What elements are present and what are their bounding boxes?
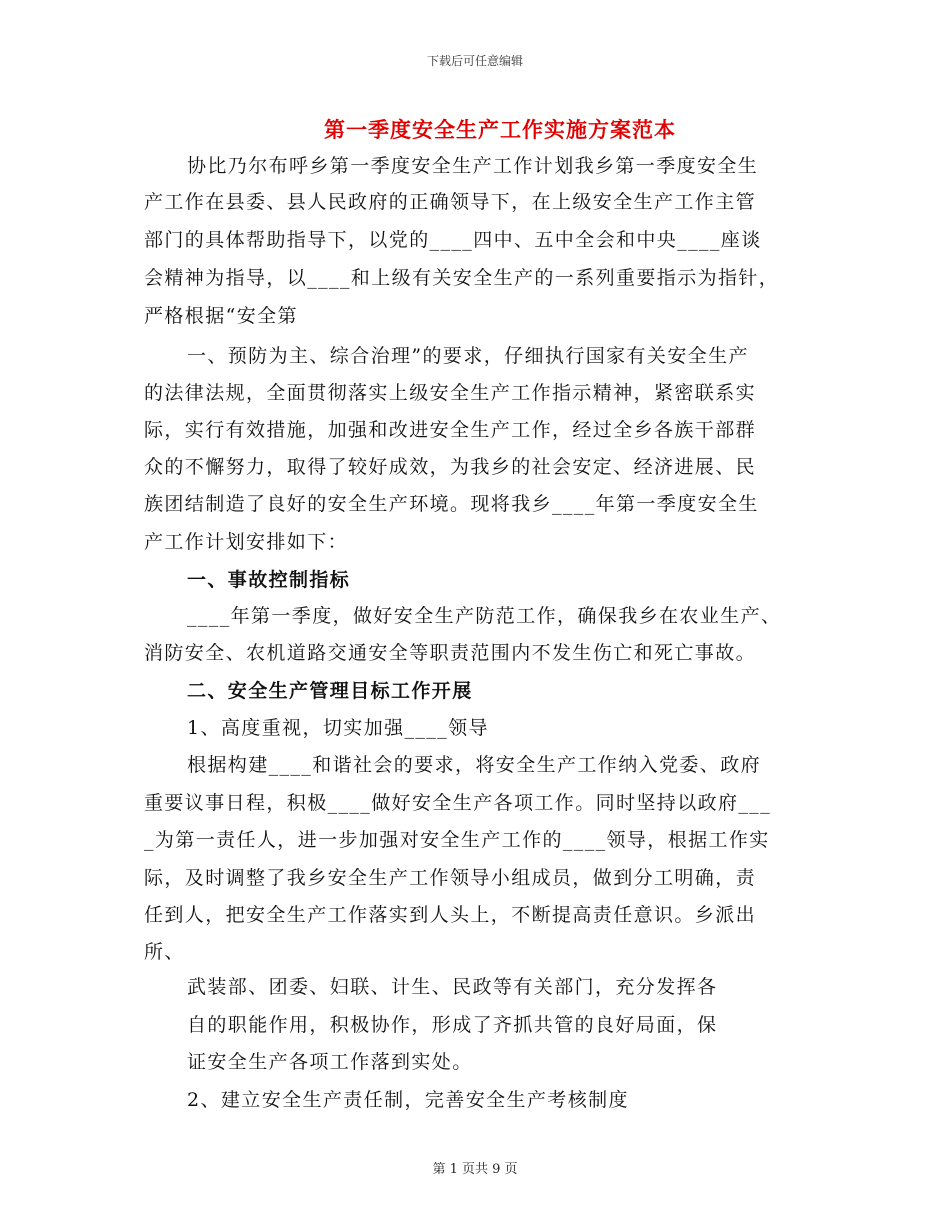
body-line: 重要议事日程，积极____做好安全生产各项工作。同时坚持以政府___ [144, 792, 772, 814]
document-title: 第一季度安全生产工作实施方案范本 [324, 118, 676, 142]
body-line: 族团结制造了良好的安全生产环境。现将我乡____年第一季度安全生 [144, 493, 759, 515]
body-line: 自的职能作用，积极协作，形成了齐抓共管的良好局面，保 [187, 1014, 718, 1036]
body-line: ____年第一季度，做好安全生产防范工作，确保我乡在农业生产、 [187, 605, 782, 627]
header-note: 下载后可任意编辑 [426, 54, 523, 68]
section-heading: 一、事故控制指标 [187, 569, 351, 591]
body-line: 1、高度重视，切实加强____领导 [187, 717, 489, 739]
body-line: 根据构建____和谐社会的要求，将安全生产工作纳入党委、政府 [187, 754, 762, 776]
body-line: 际，及时调整了我乡安全生产工作领导小组成员，做到分工明确，责 [144, 867, 757, 889]
body-line: 严格根据“安全第 [144, 305, 298, 327]
body-line: 产工作计划安排如下： [144, 531, 349, 553]
body-line: 所、 [144, 941, 185, 963]
body-line: 众的不懈努力，取得了较好成效，为我乡的社会安定、经济进展、民 [144, 456, 757, 478]
body-line: 武装部、团委、妇联、计生、民政等有关部门，充分发挥各 [187, 976, 718, 998]
page-number-footer: 第 1 页共 9 页 [432, 1162, 518, 1177]
body-line: 协比乃尔布呼乡第一季度安全生产工作计划我乡第一季度安全生 [187, 155, 759, 177]
body-line: 部门的具体帮助指导下，以党的____四中、五中全会和中央____座谈 [144, 229, 762, 251]
body-line: _为第一责任人，进一步加强对安全生产工作的____领导，根据工作实 [144, 829, 770, 851]
body-line: 消防安全、农机道路交通安全等职责范围内不发生伤亡和死亡事故。 [144, 642, 757, 664]
body-line: 2、建立安全生产责任制，完善安全生产考核制度 [187, 1089, 629, 1111]
body-line: 会精神为指导，以____和上级有关安全生产的一系列重要指示为指针， [144, 267, 780, 289]
section-heading: 二、安全生产管理目标工作开展 [187, 680, 473, 702]
body-line: 际，实行有效措施，加强和改进安全生产工作，经过全乡各族干部群 [144, 419, 757, 441]
body-line: 一、预防为主、综合治理”的要求，仔细执行国家有关安全生产 [187, 345, 749, 367]
body-line: 证安全生产各项工作落到实处。 [187, 1051, 473, 1073]
body-line: 的法律法规，全面贯彻落实上级安全生产工作指示精神，紧密联系实 [144, 382, 757, 404]
body-line: 产工作在县委、县人民政府的正确领导下，在上级安全生产工作主管 [144, 191, 757, 213]
body-line: 任到人，把安全生产工作落实到人头上，不断提高责任意识。乡派出 [144, 904, 757, 926]
